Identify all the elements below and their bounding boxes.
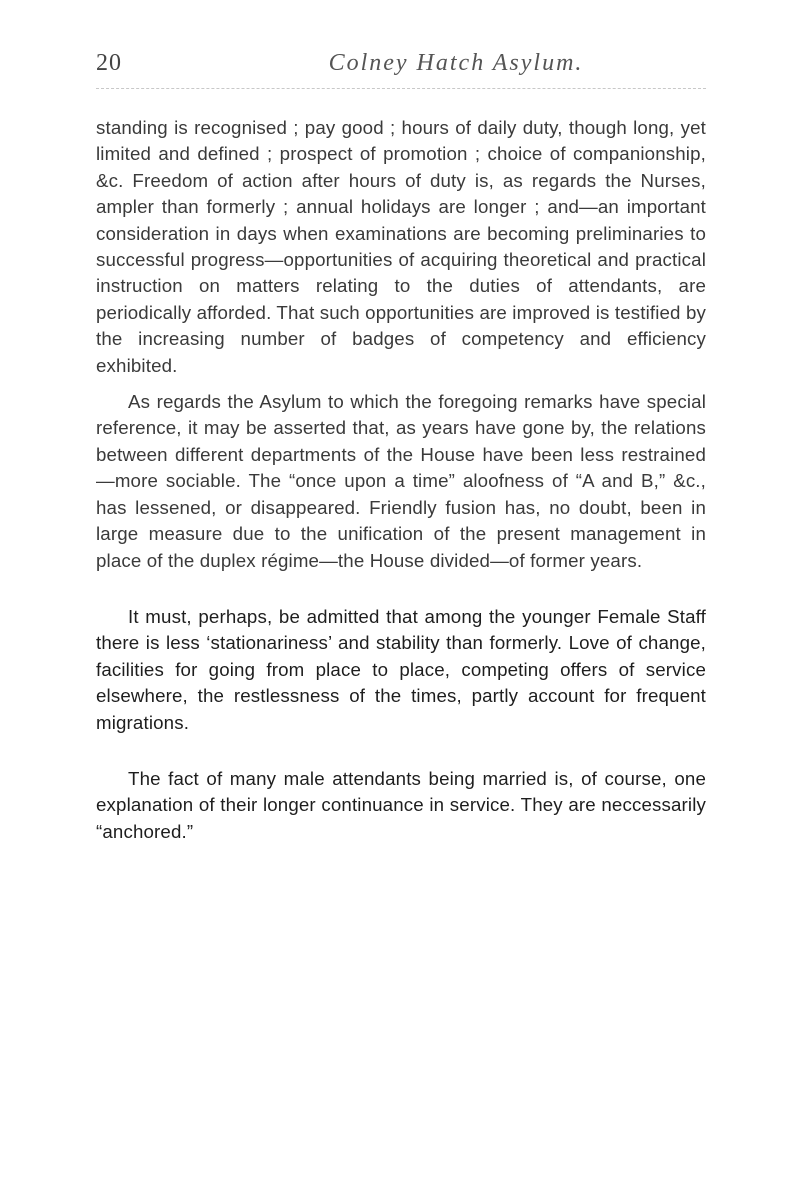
paragraph-1: standing is recognised ; pay good ; hours of daily duty, though long, yet limited and defined ; prospect of promotion ; choice of companionship, &c. Freedom of action after hours of duty is, as regards the Nurses, ampler than formerly ; annual holidays are longer ; and—an important consideration in days when examinations are becoming preliminaries to successful progress—opportunities of acquiring theoretical and practical instruction on matters relating to the duties of attendants, are periodically afforded. That such opportunities are improved is testified by the increasing number of badges of competency and efficiency exhibited.	[96, 117, 706, 376]
paragraph-4: The fact of many male attendants being married is, of course, one explanation of their longer continuance in service. They are neccessarily “anchored.”	[96, 767, 706, 842]
body-text	[96, 115, 706, 845]
running-title: Colney Hatch Asylum.	[328, 50, 584, 76]
page-header	[96, 50, 706, 90]
page-number: 20	[96, 50, 122, 76]
paragraph-2: As regards the Asylum to which the foregoing remarks have special reference, it may be asserted that, as years have gone by, the relations between different departments of the House have been less restrained—more sociable. The “once upon a time” aloofness of “A and B,” &c., has lessened, or disappeared. Friendly fusion has, no doubt, been in large measure due to the unification of the present management in place of the duplex régime—the House divided—of former years.	[96, 391, 706, 571]
paragraph-3: It must, perhaps, be admitted that among the younger Female Staff there is less ‘stationariness’ and stability than formerly. Love of change, facilities for going from place to place, competing offers of service elsewhere, the restlessness of the times, partly account for frequent migrations.	[96, 605, 706, 733]
header-rule	[96, 88, 706, 89]
